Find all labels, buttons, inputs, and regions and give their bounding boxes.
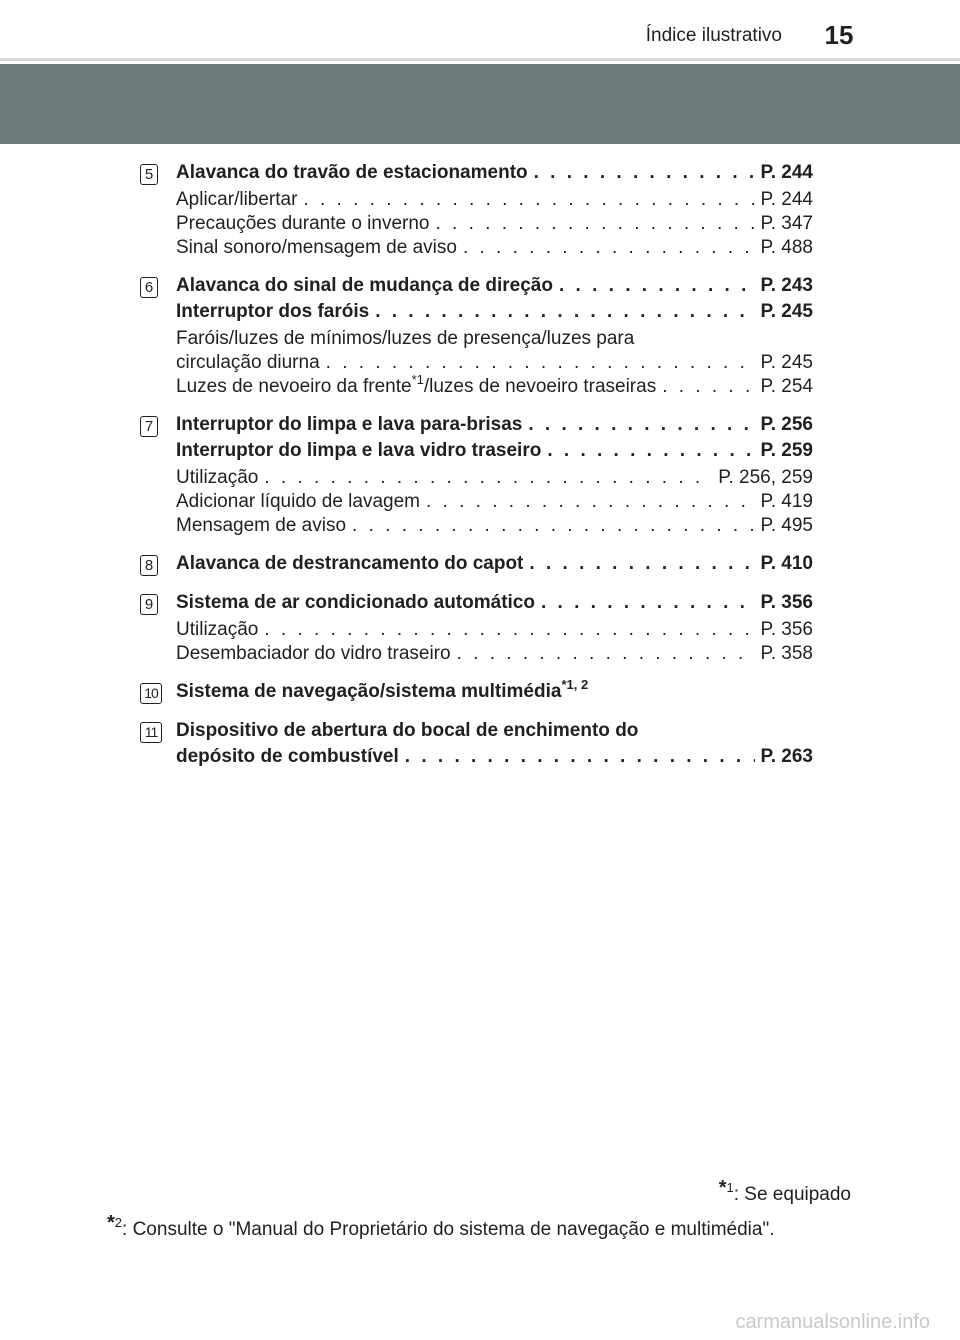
index-entry-main-line [176,718,813,744]
dot-leader [528,412,754,438]
dot-leader [436,212,755,236]
index-entry-main[interactable] [176,744,813,770]
entry-label: Interruptor do limpa e lava para-brisas [176,414,523,435]
index-section-10 [140,679,813,705]
dot-leader [559,273,755,299]
index-entry-main[interactable] [176,679,813,705]
dot-leader [541,590,755,616]
item-number-badge: 8 [140,555,158,576]
index-entry-sub[interactable] [176,642,813,666]
index-entry-sub[interactable] [176,618,813,642]
dot-leader [534,160,755,186]
index-entry-main[interactable] [176,551,813,577]
entry-label: Sistema de ar condicionado automático [176,592,535,613]
page-reference[interactable]: P. 256 [760,414,813,435]
header-band [0,64,960,144]
index-entry-sub[interactable] [176,188,813,212]
page-reference[interactable]: P. 347 [760,213,813,234]
entry-label-post: /luzes de nevoeiro traseiras [423,376,657,397]
page-number-tab [792,0,886,54]
entry-label: Sinal sonoro/mensagem de aviso [176,237,457,258]
footnote-asterisk: * [107,1212,115,1234]
index-section-7 [140,412,813,538]
index-section-8 [140,551,813,577]
item-number-badge: 9 [140,594,158,615]
item-number-badge: 6 [140,277,158,298]
entry-label: Alavanca de destrancamento do capot [176,553,524,574]
section-title: Índice ilustrativo [645,25,782,46]
index-section-6 [140,273,813,399]
page-reference[interactable]: P. 263 [760,746,813,767]
entry-label: Utilização [176,467,259,488]
footnote-1 [718,1177,851,1206]
index-section-11 [140,718,813,770]
item-number-badge: 5 [140,164,158,185]
entry-label: Interruptor dos faróis [176,301,370,322]
entry-label: Mensagem de aviso [176,515,347,536]
index-entry-sub[interactable] [176,466,813,490]
page-reference[interactable]: P. 356 [760,592,813,613]
index-entry-sub[interactable] [176,490,813,514]
page-reference[interactable]: P. 495 [760,515,813,536]
page-reference[interactable]: P. 356 [760,619,813,640]
page-reference[interactable]: P. 244 [760,189,813,210]
footnote-marker: *1 [411,372,424,387]
index-entry-main[interactable] [176,299,813,325]
dot-leader [375,299,754,325]
entry-label: Alavanca do travão de estacionamento [176,162,528,183]
entry-label: Alavanca do sinal de mudança de direção [176,275,553,296]
index-content [140,160,813,783]
entry-label [176,372,657,399]
entry-label: Faróis/luzes de mínimos/luzes de presença/luzes para [176,328,635,349]
footnote-asterisk: * [718,1177,727,1199]
footnote-number: 1 [726,1180,734,1195]
entry-label: Aplicar/libertar [176,189,298,210]
page-reference[interactable]: P. 410 [760,553,813,574]
page-reference[interactable]: P. 244 [760,162,813,183]
item-number-badge: 11 [140,722,162,743]
page-reference[interactable]: P. 358 [760,643,813,664]
footnote-marker: *1, 2 [561,677,589,692]
entry-label: Adicionar líquido de lavagem [176,491,420,512]
item-number-badge: 7 [140,416,158,437]
entry-label: Interruptor do limpa e lava vidro traseiro [176,440,542,461]
page-reference[interactable]: P. 243 [760,275,813,296]
dot-leader [303,188,754,212]
watermark: carmanualsonline.info [735,1311,930,1333]
index-section-9 [140,590,813,666]
entry-label: Desembaciador do vidro traseiro [176,643,451,664]
page-reference[interactable]: P. 488 [760,237,813,258]
item-number-badge: 10 [140,683,162,704]
page-number: 15 [824,20,854,50]
entry-label: Precauções durante o inverno [176,213,430,234]
footnote-2 [107,1212,864,1241]
dot-leader [264,618,754,642]
index-entry-sub[interactable] [176,351,813,375]
index-entry-main[interactable] [176,412,813,438]
footnote-text: : Se equipado [733,1184,851,1205]
dot-leader [457,642,755,666]
header-divider [0,58,960,61]
dot-leader [352,514,754,538]
page-reference[interactable]: P. 254 [760,376,813,397]
entry-label: Utilização [176,619,259,640]
entry-label: Dispositivo de abertura do bocal de enchimento do [176,720,639,741]
dot-leader [662,375,754,399]
entry-label-pre: Luzes de nevoeiro da frente [176,376,412,397]
index-entry-main[interactable] [176,438,813,464]
index-entry-main[interactable] [176,160,813,186]
index-entry-sub[interactable] [176,212,813,236]
index-section-5 [140,160,813,260]
index-entry-sub[interactable] [176,236,813,260]
page-reference[interactable]: P. 256, 259 [718,467,813,488]
dot-leader [529,551,754,577]
entry-label: depósito de combustível [176,746,399,767]
dot-leader [264,466,712,490]
index-entry-sub[interactable] [176,514,813,538]
page-reference[interactable]: P. 245 [760,301,813,322]
index-entry-sub-line [176,327,813,351]
dot-leader [426,490,755,514]
page-reference[interactable]: P. 419 [760,491,813,512]
page-reference[interactable]: P. 245 [760,352,813,373]
index-entry-sub[interactable] [176,372,813,399]
index-entry-main[interactable] [176,273,813,299]
dot-leader [326,351,755,375]
index-entry-main[interactable] [176,590,813,616]
dot-leader [463,236,755,260]
footnote-text: : Consulte o "Manual do Proprietário do sistema de navegação e multimédia". [122,1219,775,1240]
entry-label: circulação diurna [176,352,320,373]
dot-leader [405,744,755,770]
page-reference[interactable]: P. 259 [760,440,813,461]
dot-leader [547,438,754,464]
footnote-number: 2 [114,1215,123,1230]
entry-label: Sistema de navegação/sistema multimédia [176,681,562,702]
